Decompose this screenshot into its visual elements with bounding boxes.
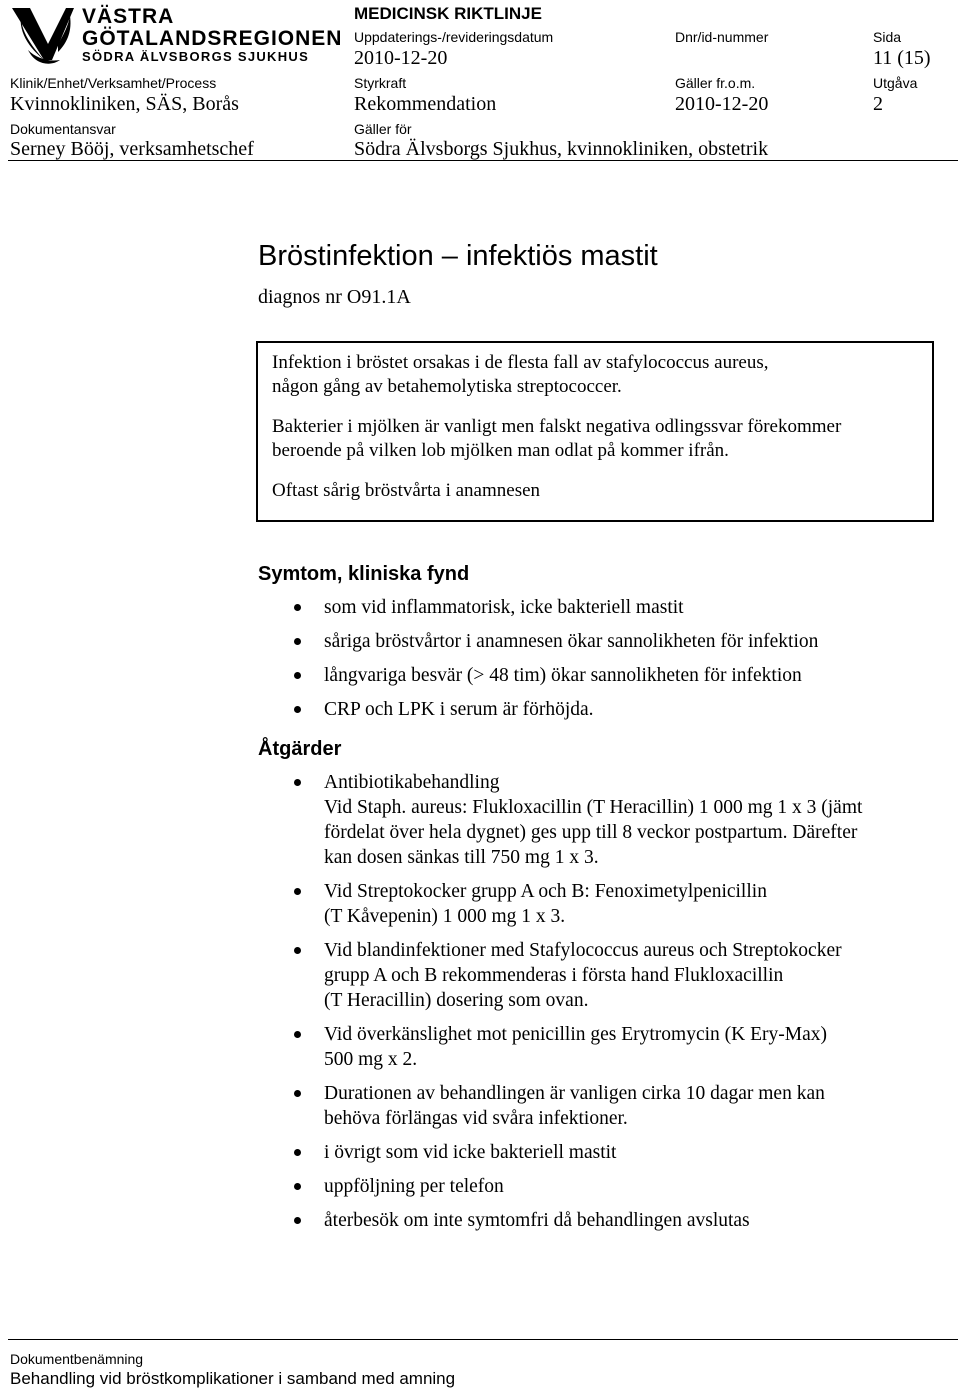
update-date-label: Uppdaterings-/revideringsdatum (354, 29, 554, 45)
bullet-icon (294, 604, 301, 611)
info-line: någon gång av betahemolytiska streptococcer. (272, 376, 622, 397)
bullet-icon (294, 1149, 301, 1156)
responsible-label: Dokumentansvar (10, 121, 116, 137)
list-item: Vid överkänslighet mot penicillin ges Erytromycin (K Ery-Max) 500 mg x 2. (258, 1022, 948, 1072)
bullet-icon (294, 1031, 301, 1038)
info-box (256, 341, 934, 522)
page-title: Bröstinfektion – infektiös mastit (258, 240, 658, 272)
bullet-icon (294, 1217, 301, 1224)
list-item: i övrigt som vid icke bakteriell mastit (258, 1140, 948, 1165)
header-divider (8, 160, 958, 161)
bullet-icon (294, 672, 301, 679)
list-item: såriga bröstvårtor i anamnesen ökar sannolikheten för infektion (258, 629, 948, 654)
list-item: som vid inflammatorisk, icke bakteriell mastit (258, 595, 948, 620)
vgr-emblem-icon (8, 4, 78, 70)
org-name (82, 6, 342, 64)
bullet-icon (294, 638, 301, 645)
info-line: beroende på vilken lob mjölken man odlat på kommer ifrån. (272, 440, 729, 461)
page-label: Sida (873, 29, 902, 45)
bullet-icon (294, 888, 301, 895)
edition-label: Utgåva (873, 75, 918, 91)
bullet-icon (294, 1090, 301, 1097)
document-name-label: Dokumentbenämning (10, 1351, 144, 1367)
document-name-value: Behandling vid bröstkomplikationer i samband med amning (10, 1369, 456, 1388)
bullet-icon (294, 779, 301, 786)
applies-to-label: Gäller för (354, 121, 412, 137)
info-line: Oftast sårig bröstvårta i anamnesen (272, 480, 541, 501)
symptoms-heading: Symtom, kliniska fynd (258, 563, 470, 585)
list-item: uppföljning per telefon (258, 1174, 948, 1199)
valid-from-label: Gäller fr.o.m. (675, 75, 756, 91)
page-number: 11 (15) (873, 47, 931, 69)
document-type: MEDICINSK RIKTLINJE (354, 4, 542, 23)
list-item: Antibiotikabehandling Vid Staph. aureus: Flukloxacillin (T Heracillin) 1 000 mg 1 x 3 (jämt fördelat över hela dygnet) ges upp till 8 veckor postpartum. Därefter kan dosen sänkas till 750 mg 1 x 3. (258, 770, 948, 870)
list-item: Durationen av behandlingen är vanligen cirka 10 dagar men kan behöva förlängas vid svåra infektioner. (258, 1081, 948, 1131)
responsible-value: Serney Bööj, verksamhetschef (10, 138, 254, 160)
symptoms-list (258, 595, 948, 722)
info-line: Bakterier i mjölken är vanligt men falskt negativa odlingssvar förekommer (272, 416, 842, 437)
update-date-value: 2010-12-20 (354, 47, 448, 69)
diagnosis-code: diagnos nr O91.1A (258, 286, 411, 308)
bullet-icon (294, 706, 301, 713)
valid-from-value: 2010-12-20 (675, 93, 769, 115)
list-item: Vid Streptokocker grupp A och B: Fenoximetylpenicillin (T Kåvepenin) 1 000 mg 1 x 3. (258, 879, 948, 929)
bullet-icon (294, 947, 301, 954)
clinic-value: Kvinnokliniken, SÄS, Borås (10, 93, 239, 115)
org-name-line1: VÄSTRA (82, 5, 175, 28)
list-item: CRP och LPK i serum är förhöjda. (258, 697, 948, 722)
list-item: Vid blandinfektioner med Stafylococcus aureus och Streptokocker grupp A och B rekommenderas i första hand Flukloxacillin (T Heracillin) dosering som ovan. (258, 938, 948, 1013)
org-name-line3: SÖDRA ÄLVSBORGS SJUKHUS (82, 49, 310, 64)
dnr-label: Dnr/id-nummer (675, 29, 769, 45)
actions-heading: Åtgärder (258, 738, 342, 760)
org-name-line2: GÖTALANDSREGIONEN (82, 27, 343, 50)
strength-value: Rekommendation (354, 93, 497, 115)
applies-to-value: Södra Älvsborgs Sjukhus, kvinnokliniken, obstetrik (354, 138, 769, 160)
clinic-label: Klinik/Enhet/Verksamhet/Process (10, 75, 217, 91)
vgr-logo (8, 4, 78, 75)
strength-label: Styrkraft (354, 75, 407, 91)
list-item: återbesök om inte symtomfri då behandlingen avslutas (258, 1208, 948, 1233)
actions-list (258, 770, 948, 1233)
footer-divider (8, 1339, 958, 1340)
edition-value: 2 (873, 93, 883, 115)
info-line: Infektion i bröstet orsakas i de flesta fall av stafylococcus aureus, (272, 352, 769, 373)
bullet-icon (294, 1183, 301, 1190)
list-item: långvariga besvär (> 48 tim) ökar sannolikheten för infektion (258, 663, 948, 688)
